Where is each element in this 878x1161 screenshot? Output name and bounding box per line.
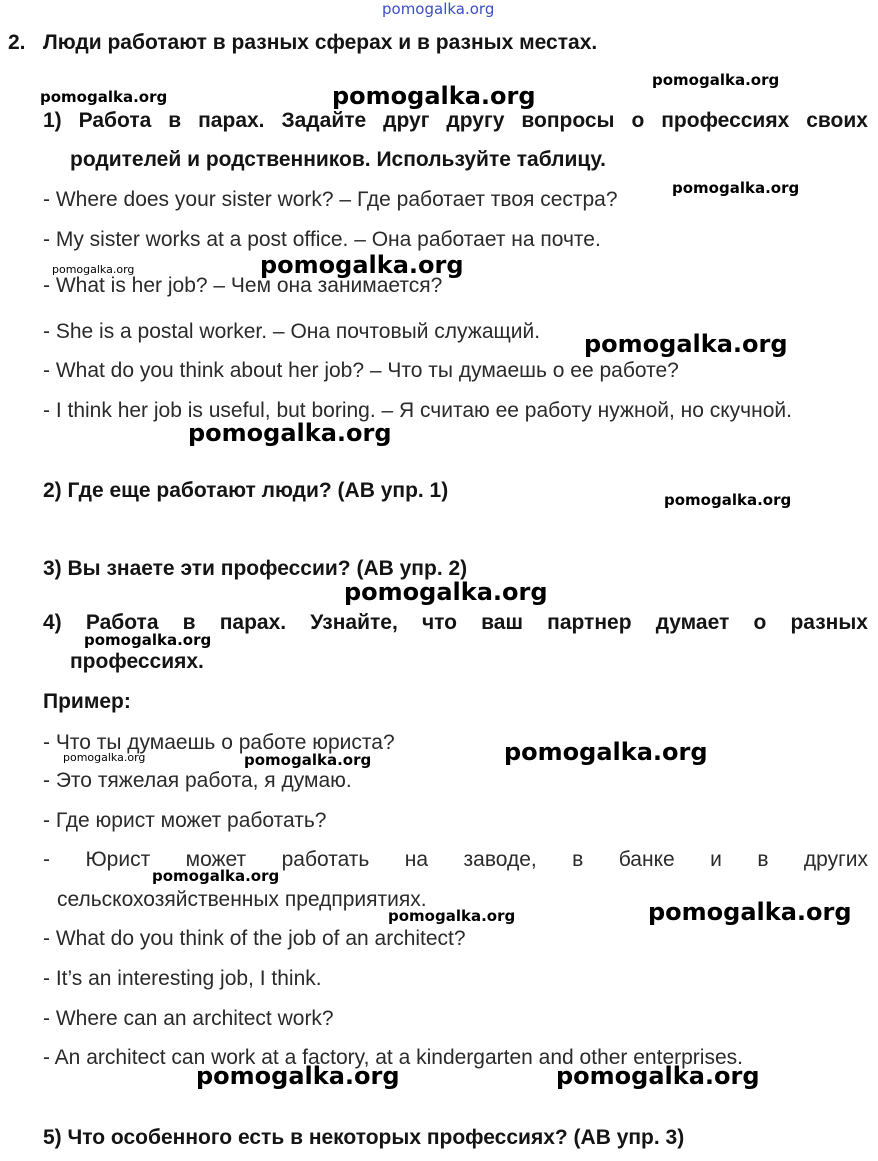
word: ваш bbox=[481, 611, 523, 634]
watermark: pomogalka.org bbox=[652, 71, 780, 89]
word: о bbox=[753, 611, 767, 634]
word: своих bbox=[806, 109, 868, 132]
dialogue-line: - What do you think of the job of an architect? bbox=[43, 927, 466, 950]
dialogue-line: - She is a postal worker. – Она почтовый служащий. bbox=[43, 320, 541, 343]
watermark: pomogalka.org bbox=[664, 491, 792, 509]
word: друг bbox=[383, 109, 430, 132]
watermark: pomogalka.org bbox=[504, 738, 708, 766]
word: работать bbox=[281, 848, 370, 871]
word: в bbox=[182, 611, 196, 634]
example-label: Пример: bbox=[43, 690, 131, 713]
watermark: pomogalka.org bbox=[672, 179, 800, 197]
watermark: pomogalka.org bbox=[244, 751, 372, 769]
word: заводе, bbox=[463, 848, 537, 871]
part2-heading: 2) Где еще работают люди? (АВ упр. 1) bbox=[43, 479, 449, 502]
watermark: pomogalka.org bbox=[584, 330, 788, 358]
dialogue-line: - Это тяжелая работа, я думаю. bbox=[43, 769, 352, 792]
watermark: pomogalka.org bbox=[63, 751, 146, 764]
word: что bbox=[421, 611, 457, 634]
word: парах. bbox=[219, 611, 287, 634]
dialogue-line: - Где юрист может работать? bbox=[43, 809, 327, 832]
watermark: pomogalka.org bbox=[332, 82, 536, 110]
word: Работа bbox=[78, 109, 152, 132]
dialogue-line: - Что ты думаешь о работе юриста? bbox=[43, 731, 395, 754]
dialogue-line: - What do you think about her job? – Что ты думаешь о ее работе? bbox=[43, 359, 679, 382]
dialogue-line: - My sister works at a post office. – Она работает на почте. bbox=[43, 228, 601, 251]
part3-heading: 3) Вы знаете эти профессии? (АВ упр. 2) bbox=[43, 557, 468, 580]
word: - bbox=[43, 848, 50, 871]
dialogue-line: - Where can an architect work? bbox=[43, 1007, 334, 1030]
dialogue-line: - What is her job? – Чем она занимается? bbox=[43, 274, 443, 297]
top-watermark: pomogalka.org bbox=[382, 0, 495, 18]
watermark: pomogalka.org bbox=[388, 907, 516, 925]
watermark: pomogalka.org bbox=[196, 1062, 400, 1090]
word: 4) bbox=[43, 611, 62, 634]
watermark: pomogalka.org bbox=[344, 578, 548, 606]
word: вопросы bbox=[521, 109, 615, 132]
dialogue-line: - I think her job is useful, but boring. – Я считаю ее работу нужной, но скучной. bbox=[43, 399, 792, 422]
word: на bbox=[404, 848, 429, 871]
watermark: pomogalka.org bbox=[84, 631, 212, 649]
word: Юрист bbox=[85, 848, 151, 871]
word: в bbox=[572, 848, 584, 871]
word: разных bbox=[790, 611, 868, 634]
long-answer-line2: сельскохозяйственных предприятиях. bbox=[57, 888, 427, 911]
dialogue-line: - An architect can work at a factory, at a kindergarten and other enterprises. bbox=[43, 1046, 743, 1069]
dialogue-line: - It’s an interesting job, I think. bbox=[43, 967, 322, 990]
watermark: pomogalka.org bbox=[188, 419, 392, 447]
part1-heading-line2: родителей и родственников. Используйте таблицу. bbox=[70, 148, 606, 171]
watermark: pomogalka.org bbox=[52, 263, 135, 276]
part4-heading-line2: профессиях. bbox=[70, 650, 204, 673]
dialogue-line: - Where does your sister work? – Где работает твоя сестра? bbox=[43, 188, 618, 211]
part1-heading-line1 bbox=[43, 108, 868, 134]
word: 1) bbox=[43, 109, 62, 132]
word: профессиях bbox=[661, 109, 790, 132]
word: Задайте bbox=[281, 109, 367, 132]
word: думает bbox=[655, 611, 730, 634]
word: Работа bbox=[85, 611, 159, 634]
word: в bbox=[757, 848, 769, 871]
watermark: pomogalka.org bbox=[260, 251, 464, 279]
word: партнер bbox=[547, 611, 632, 634]
word: может bbox=[185, 848, 247, 871]
watermark: pomogalka.org bbox=[648, 898, 852, 926]
watermark: pomogalka.org bbox=[152, 867, 280, 885]
word: о bbox=[631, 109, 645, 132]
word: другу bbox=[446, 109, 505, 132]
word: парах. bbox=[198, 109, 265, 132]
word: Узнайте, bbox=[310, 611, 398, 634]
task-number: 2. bbox=[8, 31, 26, 54]
watermark: pomogalka.org bbox=[40, 88, 168, 106]
watermark: pomogalka.org bbox=[556, 1062, 760, 1090]
word: и bbox=[710, 848, 722, 871]
word: других bbox=[803, 848, 868, 871]
part5-heading: 5) Что особенного есть в некоторых профессиях? (АВ упр. 3) bbox=[43, 1126, 685, 1149]
task-title: Люди работают в разных сферах и в разных местах. bbox=[43, 31, 598, 54]
word: банке bbox=[618, 848, 675, 871]
word: в bbox=[168, 109, 182, 132]
